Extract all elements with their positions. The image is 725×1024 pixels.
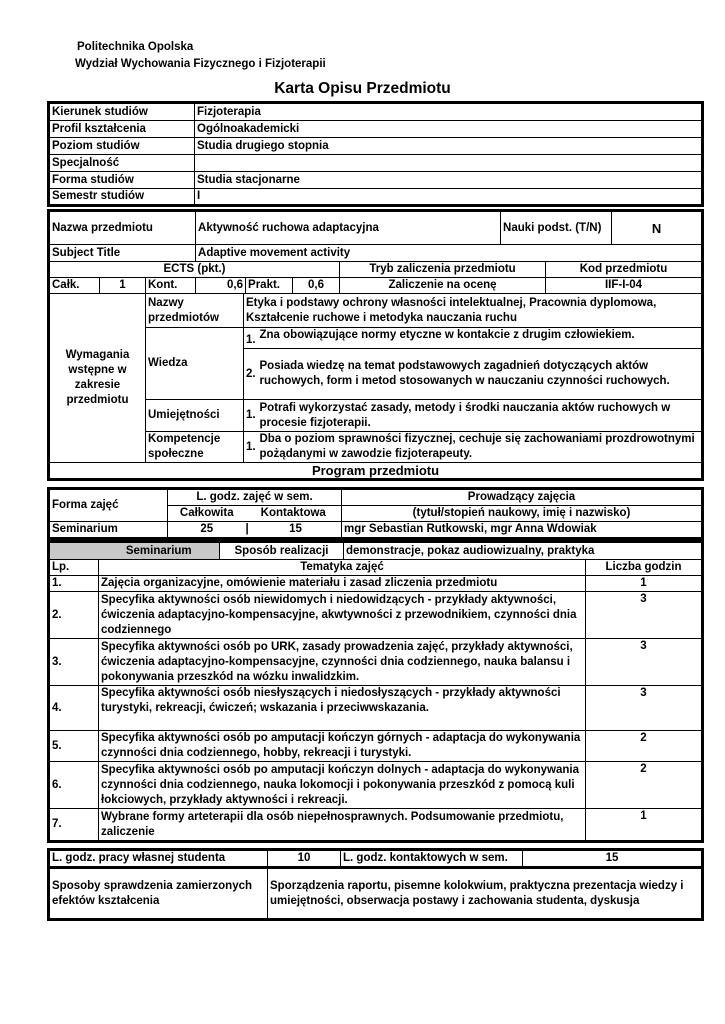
teacher-sub-label: (tytuł/stopień naukowy, imię i nazwisko) — [342, 506, 702, 522]
row-topic: Specyfika aktywności osób niesłyszących i niedosłyszących - przykłady aktywności turystyki, rekreacji, ćwiczeń; wskazania i przeciwwskazania. — [99, 686, 586, 731]
method-label: Sposób realizacji — [220, 543, 344, 560]
row-topic: Specyfika aktywności osób po amputacji kończyn dolnych - adaptacja do wykonywania czynności dnia codziennego, nauka lokomocji i pokonywania przeszkód z pomocą kuli łokciowych, przykłady aktywności i rekreacji. — [99, 762, 586, 809]
course-name-label: Nazwa przedmiotu — [50, 212, 196, 245]
ects-prakt: 0,6 — [293, 278, 340, 294]
table-row — [50, 686, 702, 731]
study-row — [50, 155, 702, 172]
knowledge-text: Zna obowiązujące normy etyczne w kontakcie z drugim człowiekiem. — [258, 328, 702, 349]
row-topic: Specyfika aktywności osób po amputacji kończyn górnych - adaptacja do wykonywania czynności dnia codziennego, hobby, rekreacji i turystyki. — [99, 731, 586, 762]
contact-hours: 15 — [523, 851, 702, 867]
teacher-label: Prowadzący zajęcia — [342, 490, 702, 506]
row-lp: 4. — [50, 686, 99, 731]
page-title: Karta Opisu Przedmiotu — [274, 80, 451, 97]
study-row — [50, 138, 702, 155]
table-row — [50, 762, 702, 809]
own-work-label: L. godz. pracy własnej studenta — [50, 851, 268, 867]
row-hours: 1 — [586, 809, 702, 841]
total-label: Całkowita — [168, 506, 246, 522]
row-lp: 5. — [50, 731, 99, 762]
own-work-hours: 10 — [268, 851, 341, 867]
ects-label: ECTS (pkt.) — [50, 262, 340, 278]
row-lp: 2. — [50, 592, 99, 639]
class-form: Seminarium — [50, 522, 168, 538]
skills-number: 1. — [244, 400, 258, 432]
university-name: Politechnika Opolska — [77, 41, 194, 53]
study-row — [50, 172, 702, 189]
ects-kont: 0,6 — [196, 278, 246, 294]
skills-label: Umiejętności — [146, 400, 244, 432]
row-hours: 3 — [586, 686, 702, 731]
table-row — [50, 731, 702, 762]
course-name: Aktywność ruchowa adaptacyjna — [196, 212, 501, 245]
class-total: 25 — [168, 522, 246, 538]
row-hours: 2 — [586, 762, 702, 809]
row-lp: 3. — [50, 639, 99, 686]
col-topic: Tematyka zajęć — [99, 560, 586, 576]
study-value: Ogólnoakademicki — [195, 121, 702, 138]
study-label: Specjalność — [50, 155, 195, 172]
row-topic: Specyfika aktywności osób po URK, zasady prowadzenia zajęć, przykłady aktywności, ćwiczenia adaptacyjno-kompensacyjne, czynności dnia codziennego, nauka balansu i pokonywania przeszkód na wózku inwalidzkim. — [99, 639, 586, 686]
seminar-type: Seminarium — [99, 543, 220, 560]
study-value: Studia stacjonarne — [195, 172, 702, 189]
row-hours: 1 — [586, 576, 702, 592]
basic-sciences-value: N — [612, 212, 702, 245]
contact-hours-label: L. godz. kontaktowych w sem. — [341, 851, 523, 867]
study-row — [50, 189, 702, 205]
prereq-label: Wymagania wstępne w zakresie przedmiotu — [50, 294, 146, 463]
knowledge-number: 2. — [244, 349, 258, 400]
study-label: Kierunek studiów — [50, 104, 195, 121]
code-label: Kod przedmiotu — [546, 262, 702, 278]
basic-sciences-label: Nauki podst. (T/N) — [501, 212, 612, 245]
social-number: 1. — [244, 432, 258, 463]
method-value: demonstracje, pokaz audiowizualny, praktyka — [344, 543, 702, 560]
form-label: Forma zajęć — [50, 490, 168, 522]
row-topic: Specyfika aktywności osób niewidomych i niedowidzących - przykłady aktywności, ćwiczenia adaptacyjno-kompensacyjne, akwtywności z przewodnikiem, czynności dnia codziennego — [99, 592, 586, 639]
study-label: Semestr studiów — [50, 189, 195, 205]
col-lp: Lp. — [50, 560, 99, 576]
subject-title: Adaptive movement activity — [196, 245, 702, 262]
class-contact-cell — [246, 522, 342, 538]
study-row — [50, 121, 702, 138]
row-lp: 7. — [50, 809, 99, 841]
knowledge-label: Wiedza — [146, 328, 244, 400]
study-value: Studia drugiego stopnia — [195, 138, 702, 155]
study-value: Fizjoterapia — [195, 104, 702, 121]
row-topic: Wybrane formy arteterapii dla osób niepełnosprawnych. Podsumowanie przedmiotu, zaliczenie — [99, 809, 586, 841]
mode-label: Tryb zaliczenia przedmiotu — [340, 262, 546, 278]
study-info-table — [47, 101, 704, 207]
knowledge-number: 1. — [244, 328, 258, 349]
study-value: I — [195, 189, 702, 205]
class-contact: 15 — [289, 523, 302, 535]
table-row — [50, 576, 702, 592]
program-title: Program przedmiotu — [50, 463, 702, 479]
row-hours: 2 — [586, 731, 702, 762]
assessment-mode: Zaliczenie na ocenę — [340, 278, 546, 294]
col-hours: Liczba godzin — [586, 560, 702, 576]
row-lp: 6. — [50, 762, 99, 809]
row-hours: 3 — [586, 592, 702, 639]
table-row — [50, 592, 702, 639]
study-value — [195, 155, 702, 172]
hours-separator: | — [245, 523, 249, 535]
prereq-names-value: Etyka i podstawy ochrony własności intelektualnej, Pracownia dyplomowa, Kształcenie ruchowe i metodyka nauczania ruchu — [244, 294, 702, 328]
course-code: IIF-I-04 — [546, 278, 702, 294]
table-row — [50, 809, 702, 841]
verification-label: Sposoby sprawdzenia zamierzonych efektów kształcenia — [50, 869, 268, 919]
ects-kont-label: Kont. — [146, 278, 196, 294]
contact-label: Kontaktowa — [246, 506, 342, 522]
subject-title-label: Subject Title — [50, 245, 196, 262]
study-label: Poziom studiów — [50, 138, 195, 155]
ects-total-label: Całk. — [50, 278, 100, 294]
row-topic: Zajęcia organizacyjne, omówienie materiału i zasad zliczenia przedmiotu — [99, 576, 586, 592]
row-hours: 3 — [586, 639, 702, 686]
social-text: Dba o poziom sprawności fizycznej, cechuje się zachowaniami prozdrowotnymi pożądanymi w zawodzie fizjoterapeuty. — [258, 432, 702, 463]
table-row — [50, 639, 702, 686]
row-lp: 1. — [50, 576, 99, 592]
verification-methods: Sporządzenia raportu, pisemne kolokwium, praktyczna prezentacja wiedzy i umiejętności, obserwacja postawy i zachowania studenta, dyskusja — [268, 869, 702, 919]
course-table — [47, 209, 704, 481]
seminar-table — [47, 540, 704, 843]
verification-table — [47, 866, 704, 921]
prereq-names-label: Nazwy przedmiotów — [146, 294, 244, 328]
study-label: Profil kształcenia — [50, 121, 195, 138]
study-label: Forma studiów — [50, 172, 195, 189]
skills-text: Potrafi wykorzystać zasady, metody i środki nauczania aktów ruchowych w procesie fizjoterapii. — [258, 400, 702, 432]
faculty-name: Wydział Wychowania Fizycznego i Fizjoterapii — [75, 58, 326, 70]
class-teacher: mgr Sebastian Rutkowski, mgr Anna Wdowiak — [342, 522, 702, 538]
ects-total: 1 — [100, 278, 146, 294]
knowledge-text: Posiada wiedzę na temat podstawowych zagadnień dotyczących aktów ruchowych, form i metod stosowanych w nauczaniu czynności ruchowych. — [258, 349, 702, 400]
study-row — [50, 104, 702, 121]
social-label: Kompetencje społeczne — [146, 432, 244, 463]
classes-table — [47, 487, 704, 540]
hours-label: L. godz. zajęć w sem. — [168, 490, 342, 506]
ects-prakt-label: Prakt. — [246, 278, 293, 294]
